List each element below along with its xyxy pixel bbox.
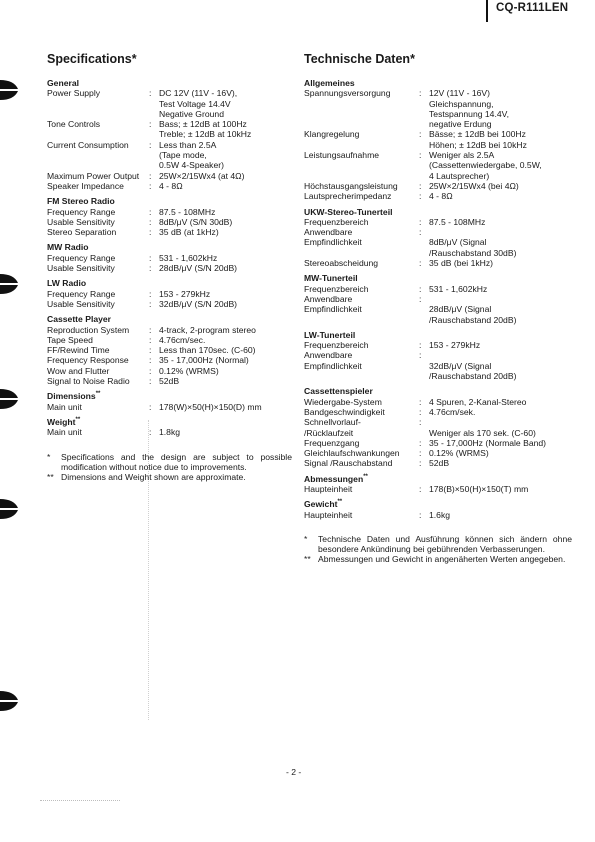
- colon-separator: :: [149, 355, 152, 366]
- spec-label: Frequenzbereich: [304, 283, 369, 294]
- spec-label: Main unit: [47, 427, 82, 438]
- section-title: [47, 417, 292, 427]
- spec-value: 8dB/μV (S/N 30dB): [159, 216, 233, 227]
- spec-label: Frequenzgang: [304, 437, 360, 448]
- colon-separator: :: [149, 216, 152, 227]
- title-mark: *: [410, 52, 415, 66]
- spec-value: 4-track, 2-program stereo: [159, 324, 256, 335]
- spec-row: [47, 366, 292, 376]
- colon-separator: :: [149, 288, 152, 299]
- spec-row: [304, 350, 572, 381]
- colon-separator: :: [419, 509, 422, 520]
- section-title-text: General: [47, 78, 80, 88]
- section-title: [47, 242, 292, 252]
- spec-value: 87.5 - 108MHz: [159, 206, 216, 217]
- title-text: Specifications: [47, 52, 132, 66]
- spec-label: FF/Rewind Time: [47, 345, 110, 356]
- spec-label: Schnellvorlauf- /Rücklaufzeit: [304, 417, 361, 438]
- spec-value: 12V (11V - 16V) Gleichspannung, Testspannung 14.4V, negative Erdung: [429, 88, 509, 130]
- spec-value: 0.12% (WRMS): [429, 448, 489, 459]
- spec-label: Signal /Rauschabstand: [304, 458, 393, 469]
- colon-separator: :: [419, 227, 422, 238]
- section-title: [47, 314, 292, 324]
- colon-separator: :: [419, 150, 422, 161]
- colon-separator: :: [419, 88, 422, 99]
- spec-value: Less than 170sec. (C-60): [159, 345, 256, 356]
- section-title: [304, 330, 572, 340]
- spec-row: [47, 207, 292, 217]
- colon-separator: :: [149, 427, 152, 438]
- section-title-text: FM Stereo Radio: [47, 196, 115, 207]
- spec-label: Frequenzbereich: [304, 216, 369, 227]
- spec-row: [304, 340, 572, 350]
- spec-row: [47, 289, 292, 299]
- spec-value: 52dB: [429, 458, 450, 469]
- spec-row: [304, 294, 572, 325]
- spec-value: 35 dB (at 1kHz): [159, 227, 219, 238]
- registration-mark: [0, 387, 18, 411]
- colon-separator: :: [419, 283, 422, 294]
- spec-value: 4 - 8Ω: [159, 180, 183, 191]
- title-mark: *: [131, 52, 137, 66]
- colon-separator: :: [149, 324, 152, 335]
- spec-value: 4.76cm/sec.: [159, 334, 206, 345]
- sections: [47, 78, 292, 438]
- section-title: [304, 386, 572, 396]
- spec-label: Anwendbare Empfindlichkeit: [304, 350, 362, 371]
- column-title: [304, 52, 572, 66]
- section-title-text: Weight: [47, 416, 76, 427]
- model-number: CQ-R111LEN: [496, 2, 569, 14]
- colon-separator: :: [149, 345, 152, 356]
- technische-daten-column: [304, 52, 572, 565]
- colon-separator: :: [419, 216, 422, 227]
- spec-value: 52dB: [159, 376, 180, 387]
- spec-row: [304, 227, 572, 258]
- spec-label: Lautsprecherimpedanz: [304, 191, 392, 202]
- colon-separator: :: [419, 180, 422, 191]
- footnote-mark: **: [47, 472, 54, 483]
- colon-separator: :: [149, 263, 152, 274]
- spec-value: 0.12% (WRMS): [159, 365, 219, 376]
- spec-label: Usable Sensitivity: [47, 263, 115, 274]
- registration-mark: [0, 497, 18, 521]
- spec-value: 153 - 279kHz: [429, 340, 481, 351]
- spec-value: 4.76cm/sek.: [429, 406, 476, 417]
- section-title-mark: **: [75, 417, 81, 424]
- specifications-column: [47, 52, 292, 482]
- section-title: [47, 278, 292, 288]
- spec-row: [47, 88, 292, 119]
- spec-section: [47, 196, 292, 237]
- spec-row: [47, 140, 292, 171]
- spec-value: Bass; ± 12dB at 100Hz Treble; ± 12dB at 10kHz: [159, 119, 252, 140]
- spec-row: [47, 299, 292, 309]
- colon-separator: :: [419, 340, 422, 351]
- colon-separator: :: [419, 483, 422, 494]
- spec-section: [47, 417, 292, 438]
- spec-value: 35 - 17,000Hz (Normal): [159, 355, 249, 366]
- spec-value: Weniger als 170 sek. (C-60): [429, 427, 536, 438]
- spec-label: Frequency Response: [47, 355, 129, 366]
- colon-separator: :: [419, 350, 422, 361]
- registration-mark: [0, 689, 18, 713]
- spec-section: [47, 278, 292, 309]
- spec-label: Anwendbare Empfindlichkeit: [304, 293, 362, 315]
- spec-section: [47, 391, 292, 412]
- footer-rule: [40, 800, 120, 801]
- spec-label: Wiedergabe-System: [304, 396, 382, 407]
- spec-value: DC 12V (11V - 16V), Test Voltage 14.4V Negative Ground: [159, 88, 238, 119]
- spec-label: Gleichlaufschwankungen: [304, 448, 400, 459]
- section-title: [47, 196, 292, 206]
- section-title-text: MW Radio: [47, 242, 89, 253]
- colon-separator: :: [149, 119, 152, 130]
- spec-section: [304, 386, 572, 468]
- colon-separator: :: [149, 252, 152, 263]
- spec-row: [304, 484, 572, 494]
- section-title: [304, 78, 572, 88]
- section-title: [304, 499, 572, 509]
- section-title-text: Cassette Player: [47, 314, 112, 325]
- section-title: [47, 391, 292, 401]
- colon-separator: :: [419, 293, 422, 304]
- spec-label: Haupteinheit: [304, 509, 353, 520]
- spec-row: [47, 227, 292, 237]
- section-title: [304, 273, 572, 283]
- section-title-mark: **: [95, 391, 101, 398]
- section-title-text: Allgemeines: [304, 78, 355, 88]
- spec-row: [47, 119, 292, 140]
- spec-value: 8dB/μV (Signal /Rauschabstand 30dB): [429, 237, 517, 258]
- spec-label: Main unit: [47, 401, 82, 412]
- footnote-text: Dimensions and Weight shown are approximate.: [61, 472, 246, 483]
- spec-value: 87.5 - 108MHz: [429, 216, 486, 227]
- spec-label: Leistungsaufnahme: [304, 150, 380, 161]
- spec-row: [304, 258, 572, 268]
- section-title-mark: **: [337, 499, 343, 506]
- spec-value: 32dB/μV (S/N 20dB): [159, 298, 238, 309]
- spec-row: [47, 171, 292, 181]
- spec-label: Current Consumption: [47, 139, 129, 150]
- colon-separator: :: [149, 298, 152, 309]
- spec-row: [47, 181, 292, 191]
- colon-separator: :: [149, 334, 152, 345]
- colon-separator: :: [419, 396, 422, 407]
- colon-separator: :: [419, 191, 422, 202]
- colon-separator: :: [149, 206, 152, 217]
- colon-separator: :: [419, 258, 422, 269]
- spec-value: 178(W)×50(H)×150(D) mm: [159, 401, 262, 412]
- spec-value: 32dB/μV (Signal /Rauschabstand 20dB): [429, 360, 517, 382]
- page-number: - 2 -: [286, 767, 302, 777]
- footnote-text: Abmessungen und Gewicht in angenäherten Werten angegeben.: [318, 554, 566, 565]
- footnote-text: Specifications and the design are subject to possible modification without notice due to improvements.: [61, 451, 292, 472]
- spec-row: [47, 325, 292, 335]
- section-title-text: Cassettenspieler: [304, 386, 373, 397]
- colon-separator: :: [419, 417, 422, 428]
- spec-value: 35 dB (bei 1kHz): [429, 258, 494, 269]
- footnote-text: Technische Daten und Ausführung können sich ändern ohne besondere Ankündinung bei gebührenden Verbasserungen.: [318, 533, 572, 555]
- spec-label: Frequency Range: [47, 206, 116, 217]
- spec-label: Tape Speed: [47, 334, 93, 345]
- title-text: Technische Daten: [304, 52, 411, 66]
- spec-section: [47, 78, 292, 191]
- sections: [304, 78, 572, 520]
- section-title-text: Abmessungen: [304, 473, 364, 484]
- spec-section: [304, 273, 572, 324]
- spec-label: Stereoabscheidung: [304, 258, 379, 269]
- colon-separator: :: [149, 88, 152, 99]
- spec-row: [47, 335, 292, 345]
- spec-row: [304, 191, 572, 201]
- spec-label: Usable Sensitivity: [47, 298, 115, 309]
- spec-label: Maximum Power Output: [47, 170, 140, 181]
- spec-value: 1.6kg: [429, 509, 451, 520]
- colon-separator: :: [419, 458, 422, 469]
- footnote: [47, 472, 292, 482]
- colon-separator: :: [149, 227, 152, 238]
- spec-row: [47, 427, 292, 437]
- spec-section: [304, 474, 572, 495]
- registration-mark: [0, 78, 18, 102]
- spec-row: [47, 355, 292, 365]
- colon-separator: :: [149, 139, 152, 150]
- spec-row: [47, 263, 292, 273]
- footnote-mark: *: [304, 533, 308, 544]
- footnote-mark: **: [304, 554, 311, 565]
- spec-label: Frequency Range: [47, 252, 116, 263]
- colon-separator: :: [149, 376, 152, 387]
- spec-value: 25W×2/15Wx4 (bei 4Ω): [429, 180, 519, 191]
- spec-value: 531 - 1,602kHz: [159, 252, 218, 263]
- spec-row: [304, 129, 572, 150]
- section-title-text: UKW-Stereo-Tunerteil: [304, 206, 393, 217]
- spec-value: 28dB/μV (S/N 20dB): [159, 263, 238, 274]
- spec-label: Power Supply: [47, 88, 101, 99]
- spec-row: [304, 407, 572, 417]
- footnote: [47, 452, 292, 473]
- spec-row: [47, 253, 292, 263]
- colon-separator: :: [149, 401, 152, 412]
- spec-row: [304, 88, 572, 129]
- spec-section: [304, 207, 572, 269]
- spec-label: Stereo Separation: [47, 227, 117, 238]
- spec-value: 25W×2/15Wx4 (at 4Ω): [159, 170, 245, 181]
- colon-separator: :: [419, 406, 422, 417]
- spec-label: Anwendbare Empfindlichkeit: [304, 227, 362, 248]
- spec-label: Usable Sensitivity: [47, 216, 115, 227]
- section-title-text: Gewicht: [304, 499, 338, 510]
- footnote: [304, 554, 572, 564]
- spec-row: [47, 345, 292, 355]
- section-title-text: LW-Tunerteil: [304, 329, 356, 340]
- spec-label: Bandgeschwindigkeit: [304, 406, 385, 417]
- colon-separator: :: [149, 365, 152, 376]
- spec-value: Weniger als 2.5A (Cassettenwiedergabe, 0.5W, 4 Lautsprecher): [429, 150, 542, 181]
- notes: [47, 452, 292, 483]
- spec-row: [47, 402, 292, 412]
- spec-label: Frequenzbereich: [304, 340, 369, 351]
- spec-label: Frequency Range: [47, 288, 116, 299]
- notes: [304, 534, 572, 565]
- spec-label: Speaker Impedance: [47, 180, 124, 191]
- spec-value: 178(B)×50(H)×150(T) mm: [429, 483, 529, 494]
- spec-row: [304, 417, 572, 438]
- spec-row: [304, 397, 572, 407]
- spec-row: [304, 217, 572, 227]
- spec-row: [304, 284, 572, 294]
- colon-separator: :: [419, 129, 422, 140]
- spec-label: Wow and Flutter: [47, 365, 110, 376]
- section-title: [47, 78, 292, 88]
- spec-row: [47, 217, 292, 227]
- section-title-mark: **: [363, 473, 368, 480]
- spec-value: 35 - 17,000Hz (Normale Band): [429, 437, 547, 448]
- footnote-mark: *: [47, 451, 51, 462]
- spec-row: [304, 458, 572, 468]
- spec-value: 28dB/μV (Signal /Rauschabstand 20dB): [429, 304, 517, 325]
- spec-value: 531 - 1,602kHz: [429, 283, 488, 294]
- colon-separator: :: [419, 448, 422, 459]
- section-title: [304, 474, 572, 484]
- column-title: [47, 52, 292, 66]
- spec-row: [304, 150, 572, 181]
- spec-value: 1.8kg: [159, 427, 181, 438]
- section-title: [304, 207, 572, 217]
- colon-separator: :: [149, 180, 152, 191]
- spec-section: [304, 78, 572, 202]
- spec-value: 4 Spuren, 2-Kanal-Stereo: [429, 396, 527, 407]
- spec-value: Bässe; ± 12dB bei 100Hz Höhen; ± 12dB bei 10kHz: [429, 129, 527, 150]
- footnote: [304, 534, 572, 555]
- spec-row: [304, 448, 572, 458]
- spec-label: Höchstausgangsleistung: [304, 180, 398, 191]
- spec-section: [304, 499, 572, 520]
- spec-section: [47, 314, 292, 386]
- spec-value: 153 - 279kHz: [159, 288, 211, 299]
- colon-separator: :: [419, 437, 422, 448]
- spec-section: [47, 242, 292, 273]
- registration-mark: [0, 272, 18, 296]
- spec-row: [304, 510, 572, 520]
- spec-row: [47, 376, 292, 386]
- spec-label: Signal to Noise Radio: [47, 376, 130, 387]
- section-title-text: MW-Tunerteil: [304, 273, 358, 284]
- section-title-text: LW Radio: [47, 278, 87, 289]
- spec-row: [304, 438, 572, 448]
- spec-value: Less than 2.5A (Tape mode, 0.5W 4-Speaker): [159, 139, 224, 171]
- spec-label: Spannungsversorgung: [304, 88, 391, 99]
- model-header: [486, 0, 595, 22]
- spec-label: Klangregelung: [304, 129, 360, 140]
- spec-label: Tone Controls: [47, 119, 101, 130]
- section-title-text: Dimensions: [47, 391, 96, 402]
- spec-section: [304, 330, 572, 381]
- spec-row: [304, 181, 572, 191]
- spec-label: Haupteinheit: [304, 483, 353, 494]
- spec-label: Reproduction System: [47, 324, 130, 335]
- spec-value: 4 - 8Ω: [429, 191, 453, 202]
- colon-separator: :: [149, 170, 152, 181]
